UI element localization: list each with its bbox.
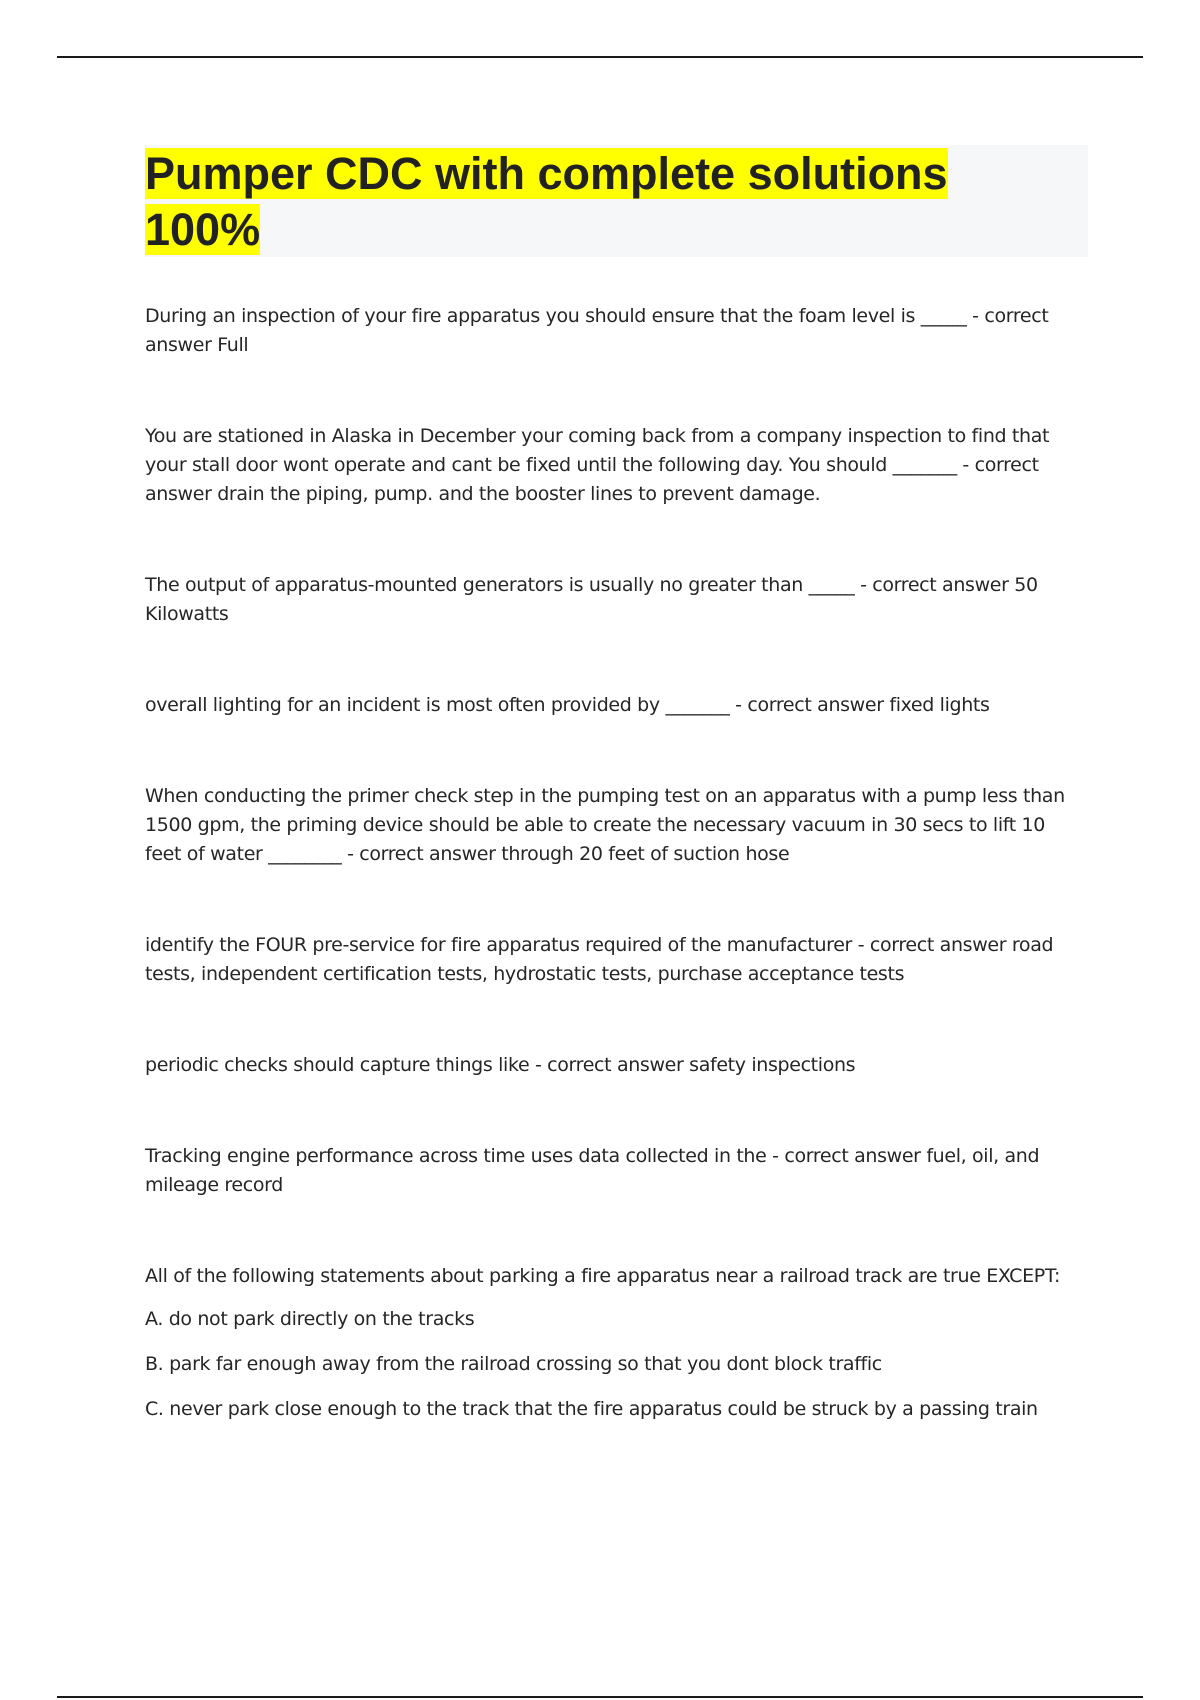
document-body (145, 302, 1085, 1440)
document-title (145, 146, 1065, 258)
bottom-rule (57, 1696, 1143, 1698)
question-answer-5: When conducting the primer check step in the pumping test on an apparatus with a pump less than 1500 gpm, the priming device should be able to create the necessary vacuum in 30 secs to lift 10 feet of water ________ - correct answer through 20 feet of suction hose (145, 785, 1065, 865)
question-answer-6: identify the FOUR pre-service for fire apparatus required of the manufacturer - correct answer road tests, independent certification tests, hydrostatic tests, purchase acceptance tests (145, 934, 1054, 985)
title-highlight: Pumper CDC with complete solutions 100% (145, 148, 948, 255)
question-answer-2: You are stationed in Alaska in December your coming back from a company inspection to find that your stall door wont operate and cant be fixed until the following day. You should _______ - correct answer drain the piping, pump. and the booster lines to prevent damage. (145, 425, 1050, 505)
option-c: C. never park close enough to the track that the fire apparatus could be struck by a passing train (145, 1398, 1038, 1420)
question-answer-1: During an inspection of your fire apparatus you should ensure that the foam level is _____ - correct answer Full (145, 305, 1049, 356)
top-rule (57, 56, 1143, 58)
question-answer-4: overall lighting for an incident is most often provided by _______ - correct answer fixed lights (145, 694, 990, 716)
question-answer-3: The output of apparatus-mounted generators is usually no greater than _____ - correct answer 50 Kilowatts (145, 574, 1038, 625)
option-a: A. do not park directly on the tracks (145, 1308, 475, 1330)
question-answer-8: Tracking engine performance across time uses data collected in the - correct answer fuel, oil, and mileage record (145, 1145, 1040, 1196)
question-9: All of the following statements about parking a fire apparatus near a railroad track are true EXCEPT: (145, 1265, 1061, 1287)
option-b: B. park far enough away from the railroad crossing so that you dont block traffic (145, 1353, 882, 1375)
question-answer-7: periodic checks should capture things like - correct answer safety inspections (145, 1054, 856, 1076)
